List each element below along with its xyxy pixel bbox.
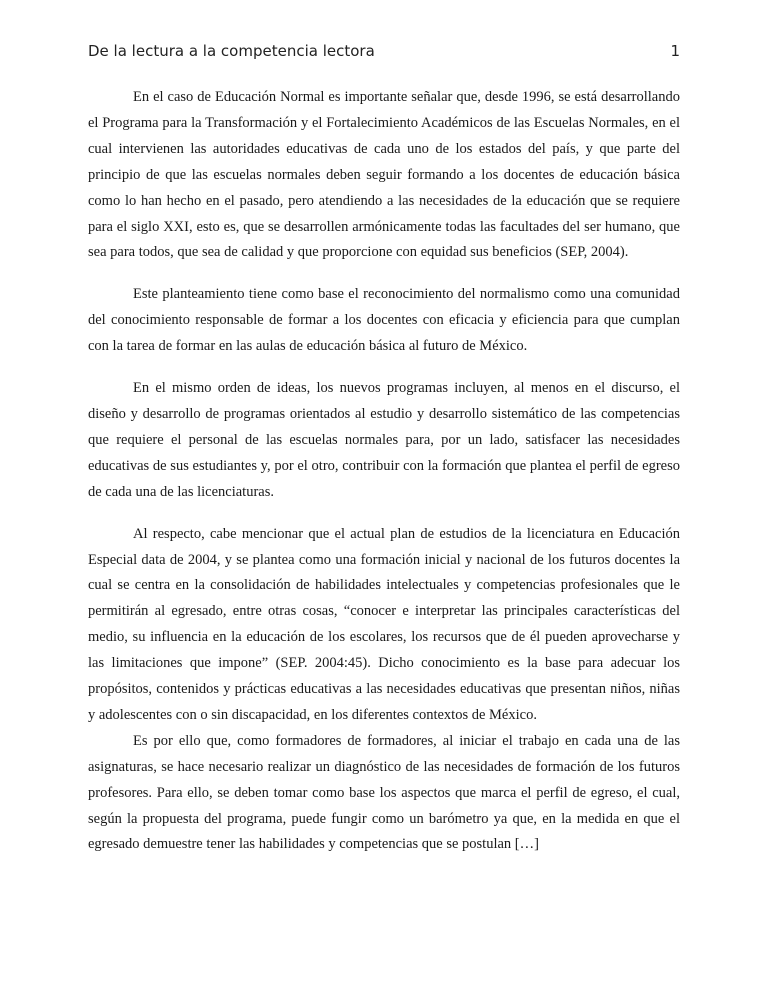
page-number: 1 — [670, 42, 680, 60]
paragraph: En el mismo orden de ideas, los nuevos programas incluyen, al menos en el discurso, el diseño y desarrollo de programas orientados al estudio y desarrollo sistemático de las competencias que requiere el personal de las escuelas normales para, por un lado, satisfacer las necesidades educativas de sus estudiantes y, por el otro, contribuir con la formación que plantea el perfil de egreso de cada una de las licenciaturas. — [88, 380, 680, 500]
paragraph: Este planteamiento tiene como base el reconocimiento del normalismo como una comunidad del conocimiento responsable de formar a los docentes con eficacia y eficiencia para que cumplan con la tarea de formar en las aulas de educación básica al futuro de México. — [88, 286, 680, 355]
paragraph: Es por ello que, como formadores de formadores, al iniciar el trabajo en cada una de las asignaturas, se hace necesario realizar un diagnóstico de las necesidades de formación de los futuros profesores. Para ello, se deben tomar como base los aspectos que marca el perfil de egreso, el cual, según la propuesta del programa, puede fungir como un barómetro ya que, en la medida en que el egresado demuestre tener las habilidades y competencias que se postulan […] — [88, 732, 680, 853]
paragraph: Al respecto, cabe mencionar que el actual plan de estudios de la licenciatura en Educación Especial data de 2004, y se plantea como una formación inicial y nacional de los futuros docentes la cual se centra en la consolidación de habilidades intelectuales y competencias profesionales que le permitirán al egresado, entre otras cosas, “conocer e interpretar las principales características del medio, su influencia en la educación de los escolares, los recursos que de él pueden aprovecharse y las limitaciones que impone” (SEP. 2004:45). Dicho conocimiento es la base para adecuar los propósitos, contenidos y prácticas educativas a las necesidades educativas que presentan niños, niñas y adolescentes con o sin discapacidad, en los diferentes contextos de México. — [88, 525, 680, 723]
body-text — [88, 85, 680, 858]
page-header — [88, 42, 680, 64]
paragraph: En el caso de Educación Normal es importante señalar que, desde 1996, se está desarrollando el Programa para la Transformación y el Fortalecimiento Académicos de las Escuelas Normales, en el cual intervienen las autoridades educativas de cada uno de los estados del país, y que parte del principio de que las escuelas normales deben seguir formando a los docentes de educación básica como lo han hecho en el pasado, pero atendiendo a las necesidades de la educación que se requiere para el siglo XXI, esto es, que se desarrollen armónicamente todas las facultades del ser humano, que sea para todos, que sea de calidad y que proporcione con equidad sus beneficios (SEP, 2004). — [88, 89, 680, 261]
header-title: De la lectura a la competencia lectora — [88, 42, 375, 60]
